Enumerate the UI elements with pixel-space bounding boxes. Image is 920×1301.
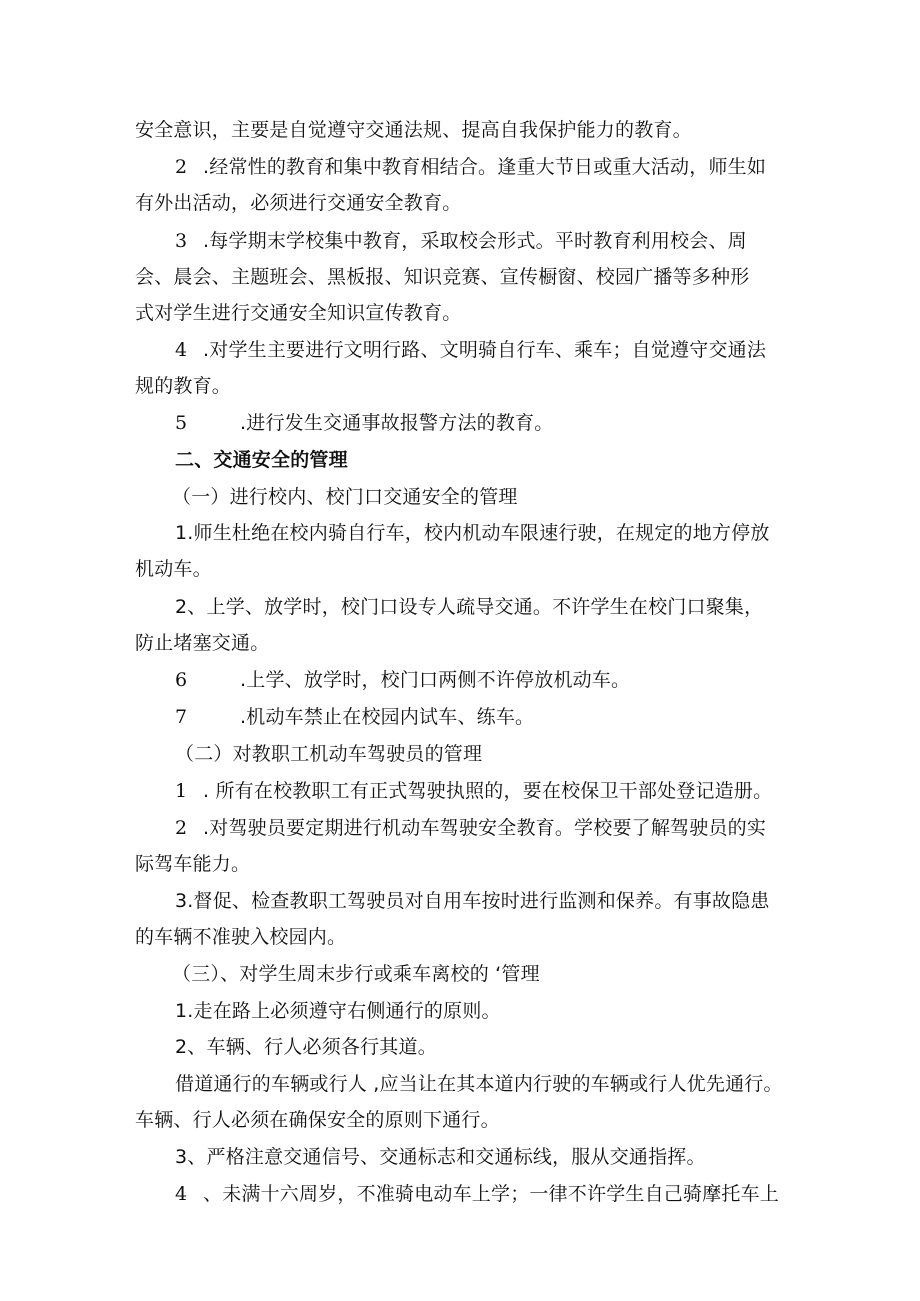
text-line: 安全意识，主要是自觉遵守交通法规、提高自我保护能力的教育。 [135, 119, 692, 141]
item-number: 2 [175, 817, 188, 839]
text-line: 规的教育。 [135, 375, 232, 397]
list-item-4: 4 、未满十六周岁，不准骑电动车上学；一律不许学生自己骑摩托车上 [175, 1183, 780, 1205]
list-item-3: 3 .每学期末学校集中教育，采取校会形式。平时教育利用校会、周 [175, 230, 747, 252]
text-line: 2、上学、放学时，校门口设专人疏导交通。不许学生在校门口聚集， [175, 596, 764, 618]
list-item-6: 6 .上学、放学时，校门口两侧不许停放机动车。 [175, 669, 631, 691]
text-line: 3.督促、检查教职工驾驶员对自用车按时进行监测和保养。有事故隐患 [175, 890, 770, 912]
list-item-1: 1 . 所有在校教职工有正式驾驶执照的，要在校保卫干部处登记造册。 [175, 780, 773, 802]
subsection-heading: （三）、对学生周末步行或乘车离校的 ‘管理 [172, 963, 540, 985]
list-item-4: 4 .对学生主要进行文明行路、文明骑自行车、乘车；自觉遵守交通法 [175, 339, 767, 361]
text-line: 1.师生杜绝在校内骑自行车，校内机动车限速行驶，在规定的地方停放 [175, 522, 770, 544]
list-item-7: 7 .机动车禁止在校园内试车、练车。 [175, 706, 535, 728]
text-line: 1.走在路上必须遵守右侧通行的原则。 [175, 1000, 501, 1022]
text-line: 防止堵塞交通。 [135, 632, 270, 654]
item-number: 4 [175, 339, 188, 361]
text-line: 有外出活动，必须进行交通安全教育。 [135, 192, 462, 214]
text-line: 借道通行的车辆或行人 ,应当让在其本道内行驶的车辆或行人优先通行。 [175, 1073, 783, 1095]
list-item-2: 2 .经常性的教育和集中教育相结合。逢重大节日或重大活动，师生如 [175, 156, 767, 178]
text-line: 机动车。 [135, 558, 212, 580]
item-number: 7 [175, 706, 188, 728]
subsection-heading: （二）对教职工机动车驾驶员的管理 [175, 743, 483, 765]
section-heading: 二、交通安全的管理 [175, 449, 348, 471]
list-item-5: 5 .进行发生交通事故报警方法的教育。 [175, 412, 554, 434]
text-line: 的车辆不准驶入校园内。 [135, 926, 347, 948]
text-line: 3、严格注意交通信号、交通标志和交通标线，服从交通指挥。 [175, 1146, 706, 1168]
text-line: 2、车辆、行人必须各行其道。 [175, 1036, 437, 1058]
item-number: 4 [175, 1183, 188, 1205]
text-line: 际驾车能力。 [135, 853, 251, 875]
item-number: 3 [175, 230, 188, 252]
item-number: 2 [175, 156, 188, 178]
list-item-2: 2 .对驾驶员要定期进行机动车驾驶安全教育。学校要了解驾驶员的实 [175, 817, 767, 839]
item-number: 5 [175, 412, 188, 434]
text-line: 会、晨会、主题班会、黑板报、知识竞赛、宣传橱窗、校园广播等多种形 [135, 266, 750, 288]
text-line: 车辆、行人必须在确保安全的原则下通行。 [135, 1109, 500, 1131]
item-number: 6 [175, 669, 188, 691]
subsection-heading: （一）进行校内、校门口交通安全的管理 [172, 486, 518, 508]
item-number: 1 [175, 780, 188, 802]
text-line: 式对学生进行交通安全知识宣传教育。 [135, 302, 462, 324]
